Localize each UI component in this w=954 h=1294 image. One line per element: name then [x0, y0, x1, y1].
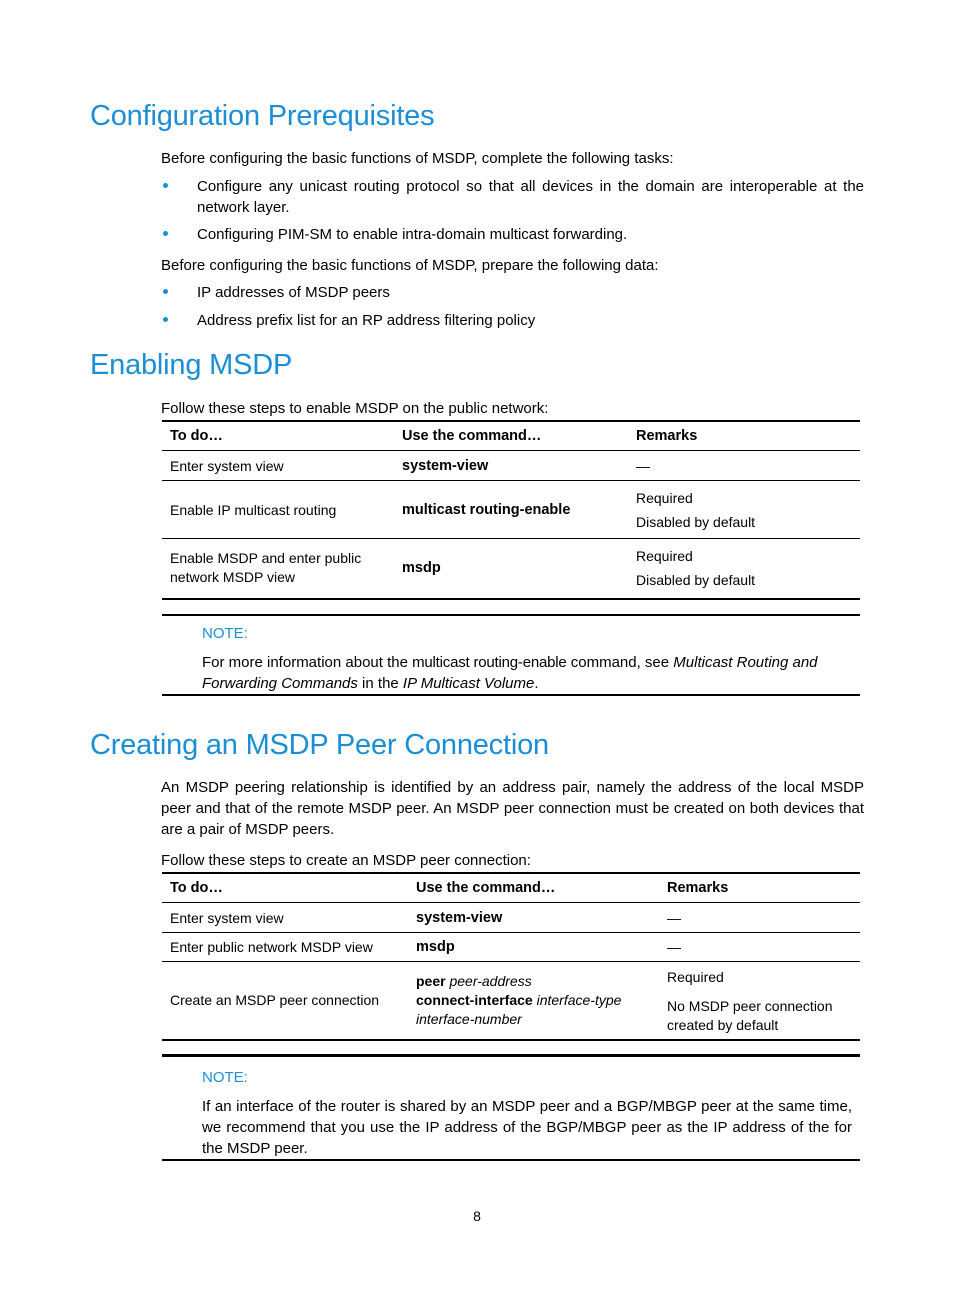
command-argument: peer-address	[449, 972, 532, 989]
paragraph-peering: An MSDP peering relationship is identified by an address pair, namely the address of the local MSDP peer and that of the remote MSDP peer. An MSDP peer connection must be created on both devices that are a pair of MSDP peers.	[161, 779, 864, 838]
cell-command: msdp	[408, 933, 659, 962]
paragraph-peer-intro: Follow these steps to create an MSDP peer connection:	[161, 852, 531, 869]
table-row	[162, 903, 860, 933]
table-row	[162, 481, 860, 539]
note-text-part: For more information about the	[202, 654, 413, 671]
table-row	[162, 539, 860, 599]
column-header-remarks: Remarks	[628, 421, 860, 451]
bullet-icon	[163, 182, 171, 190]
cell-todo: Enable IP multicast routing	[162, 481, 394, 539]
column-header-todo: To do…	[162, 421, 394, 451]
cell-command: multicast routing-enable	[394, 481, 628, 539]
list-item-task: Configuring PIM-SM to enable intra-domain multicast forwarding.	[197, 226, 628, 243]
cell-command: msdp	[394, 539, 628, 599]
cell-todo: Enable MSDP and enter public network MSDP view	[162, 539, 394, 599]
note-box	[162, 614, 860, 696]
cell-todo: Create an MSDP peer connection	[162, 962, 408, 1040]
cell-remarks	[659, 962, 860, 1040]
remark-line: Disabled by default	[636, 513, 756, 530]
remark-line: Required	[636, 489, 693, 506]
command-argument: interface-number	[416, 1010, 522, 1027]
table-header-row	[162, 873, 860, 903]
page-number: 8	[473, 1208, 481, 1224]
cell-remarks: —	[628, 451, 860, 481]
command-argument: interface-type	[536, 991, 622, 1008]
cell-remarks: —	[659, 903, 860, 933]
remark-line: Disabled by default	[636, 572, 756, 589]
table-header-row	[162, 421, 860, 451]
section-title-configuration-prerequisites: Configuration Prerequisites	[90, 100, 435, 132]
note-command: multicast routing-enable	[412, 654, 567, 671]
paragraph-tasks-intro: Before configuring the basic functions of MSDP, complete the following tasks:	[161, 150, 674, 167]
cell-todo: Enter system view	[162, 903, 408, 933]
table-row	[162, 962, 860, 1040]
table-row	[162, 451, 860, 481]
note-text-part: command, see	[566, 654, 674, 671]
enable-msdp-table	[162, 420, 860, 600]
note-label: NOTE:	[202, 1069, 248, 1086]
section-title-enabling-msdp: Enabling MSDP	[90, 349, 293, 381]
paragraph-enable-intro: Follow these steps to enable MSDP on the public network:	[161, 400, 549, 417]
list-item-data: Address prefix list for an RP address filtering policy	[197, 312, 536, 329]
cell-remarks: —	[659, 933, 860, 962]
command-keyword: peer	[416, 972, 446, 989]
note-box	[162, 1054, 860, 1161]
note-text-part: in the	[357, 675, 403, 692]
bullet-icon	[163, 288, 171, 296]
column-header-remarks: Remarks	[659, 873, 860, 903]
column-header-todo: To do…	[162, 873, 408, 903]
list-item-task: Configure any unicast routing protocol so that all devices in the domain are interoperable at the network layer.	[197, 178, 864, 216]
paragraph-data-intro: Before configuring the basic functions of MSDP, prepare the following data:	[161, 257, 659, 274]
cell-todo: Enter system view	[162, 451, 394, 481]
remark-line: Required	[636, 548, 693, 565]
bullet-icon	[163, 316, 171, 324]
peer-connection-table	[162, 872, 860, 1041]
note-text-part: .	[534, 675, 539, 692]
cell-todo: Enter public network MSDP view	[162, 933, 408, 962]
note-text: If an interface of the router is shared by an MSDP peer and a BGP/MBGP peer at the same time, we recommend that you use the IP address of the BGP/MBGP peer as the IP address of the for the MSDP peer.	[202, 1098, 852, 1157]
cell-command: system-view	[394, 451, 628, 481]
remark-line: Required	[667, 968, 724, 985]
command-keyword: connect-interface	[416, 991, 533, 1008]
note-text	[202, 652, 852, 694]
note-reference: IP Multicast Volume	[402, 675, 535, 692]
remark-line: No MSDP peer connection created by default	[667, 997, 833, 1033]
cell-remarks	[628, 539, 860, 599]
cell-remarks	[628, 481, 860, 539]
note-reference: Multicast Routing and Forwarding Commands	[202, 654, 818, 692]
cell-command	[408, 962, 659, 1040]
table-row	[162, 933, 860, 962]
cell-command: system-view	[408, 903, 659, 933]
note-label: NOTE:	[202, 625, 248, 642]
column-header-command: Use the command…	[394, 421, 628, 451]
section-title-creating-peer-connection: Creating an MSDP Peer Connection	[90, 729, 549, 761]
bullet-icon	[163, 230, 171, 238]
list-item-data: IP addresses of MSDP peers	[197, 284, 390, 301]
column-header-command: Use the command…	[408, 873, 659, 903]
